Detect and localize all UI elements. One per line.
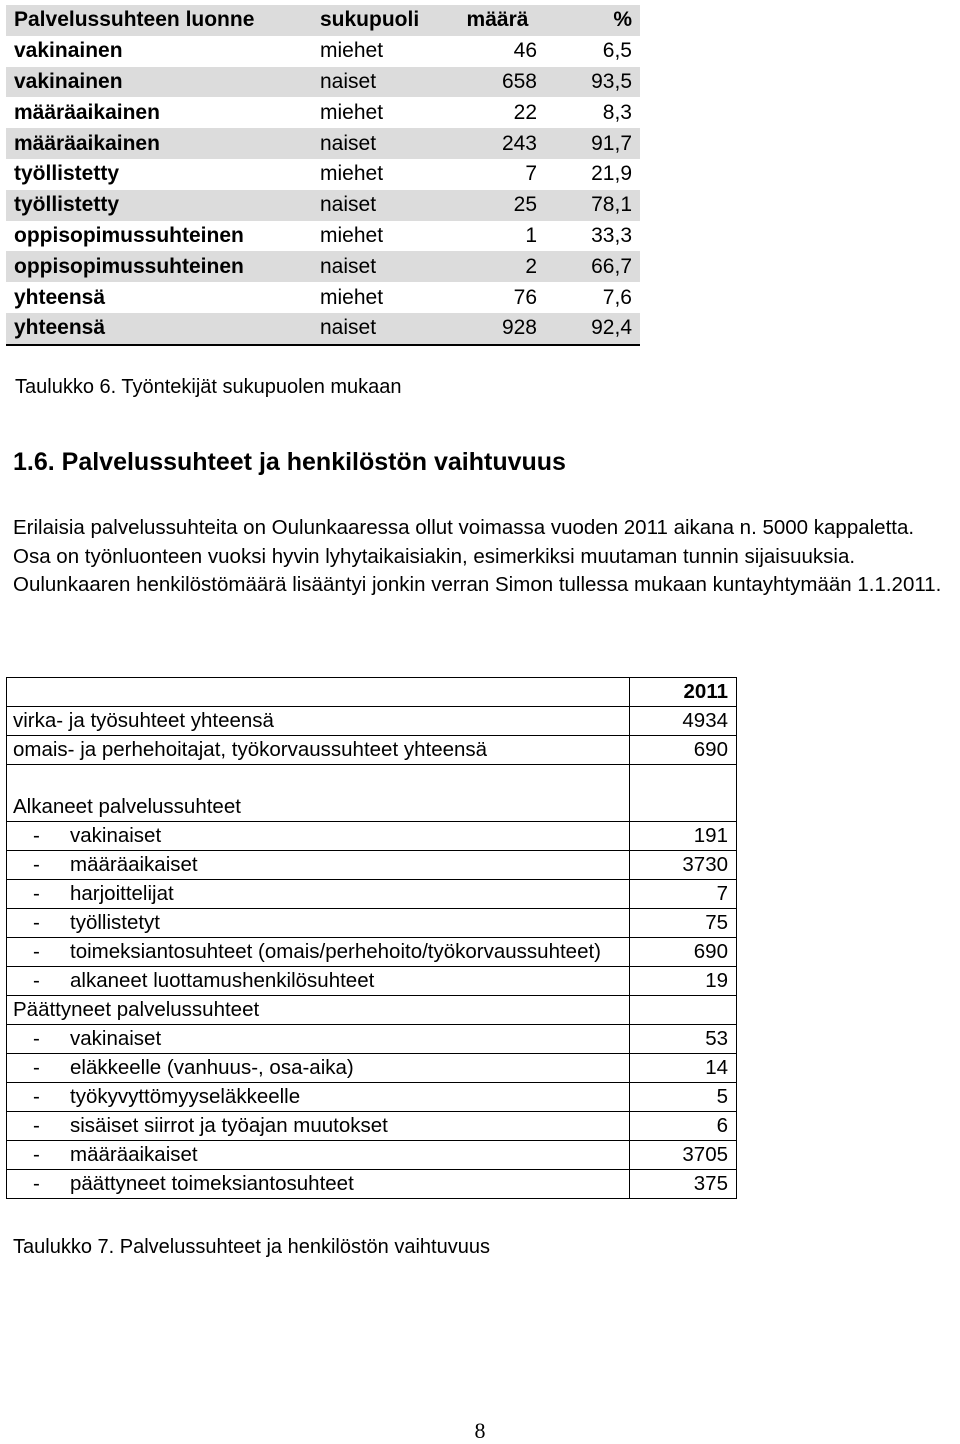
- table-cell: 21,9: [545, 159, 640, 190]
- table-cell: naiset: [312, 67, 450, 98]
- table-cell: 658: [450, 67, 545, 98]
- table-cell: 76: [450, 282, 545, 313]
- row-label: [7, 851, 630, 880]
- table-employees-by-gender: [6, 5, 640, 346]
- list-item-text: sisäiset siirrot ja työajan muutokset: [70, 1114, 388, 1137]
- row-label: Päättyneet palvelussuhteet: [7, 996, 630, 1025]
- row-value: 3705: [630, 1141, 737, 1170]
- row-label: [7, 765, 630, 794]
- list-item-text: määräaikaiset: [70, 1143, 198, 1166]
- row-value: 7: [630, 880, 737, 909]
- table-cell: 22: [450, 97, 545, 128]
- header-row: [7, 678, 737, 707]
- table-row: [7, 1054, 737, 1083]
- row-value: [630, 765, 737, 794]
- row-label: virka- ja työsuhteet yhteensä: [7, 707, 630, 736]
- list-dash: -: [33, 1085, 40, 1108]
- list-dash: -: [33, 1172, 40, 1195]
- group-heading-row: [7, 793, 737, 822]
- table-row: [6, 251, 640, 282]
- header-cell: Palvelussuhteen luonne: [6, 5, 312, 36]
- row-label: [7, 1054, 630, 1083]
- row-value: [630, 793, 737, 822]
- row-label: [7, 1112, 630, 1141]
- list-item-text: alkaneet luottamushenkilösuhteet: [70, 969, 375, 992]
- table-cell: oppisopimussuhteinen: [6, 251, 312, 282]
- list-item-text: työkyvyttömyyseläkkeelle: [70, 1085, 301, 1108]
- row-value: 5: [630, 1083, 737, 1112]
- row-value: 191: [630, 822, 737, 851]
- table-cell: 6,5: [545, 36, 640, 67]
- table-row: [6, 221, 640, 252]
- list-item-text: määräaikaiset: [70, 853, 198, 876]
- table-cell: 66,7: [545, 251, 640, 282]
- header-cell: määrä: [450, 5, 545, 36]
- table-cell: vakinainen: [6, 67, 312, 98]
- row-value: [630, 996, 737, 1025]
- table-cell: miehet: [312, 97, 450, 128]
- row-value: 6: [630, 1112, 737, 1141]
- group-heading-row: [7, 996, 737, 1025]
- list-dash: -: [33, 911, 40, 934]
- page-number: 8: [474, 1418, 486, 1443]
- list-item-text: työllistetyt: [70, 911, 160, 934]
- row-label: [7, 967, 630, 996]
- row-label: [7, 1170, 630, 1199]
- total-row: [7, 707, 737, 736]
- row-label: [7, 1083, 630, 1112]
- table-row: [6, 190, 640, 221]
- table-cell: työllistetty: [6, 190, 312, 221]
- header-cell: %: [545, 5, 640, 36]
- row-value: 690: [630, 736, 737, 765]
- row-label: [7, 678, 630, 707]
- section-paragraph: Erilaisia palvelussuhteita on Oulunkaaressa ollut voimassa vuoden 2011 aikana n. 5000 kappaletta. Osa on työnluonteen vuoksi hyvin lyhytaikaisiakin, esimerkiksi muutaman tunnin sijaisuuksia. Oulunkaaren henkilöstömäärä lisääntyi jonkin verran Simon tullessa mukaan kuntayhtymään 1.1.2011.: [13, 516, 942, 596]
- table-cell: 91,7: [545, 128, 640, 159]
- row-value: 4934: [630, 707, 737, 736]
- table-header-row: [6, 5, 640, 36]
- list-item-text: vakinaiset: [70, 824, 162, 847]
- row-value: 2011: [630, 678, 737, 707]
- table-row: [7, 1170, 737, 1199]
- list-item-text: toimeksiantosuhteet (omais/perhehoito/työkorvaussuhteet): [70, 940, 602, 963]
- table-employment-turnover: [6, 677, 737, 1199]
- table-cell: miehet: [312, 221, 450, 252]
- blank-row: [7, 765, 737, 794]
- table-cell: 25: [450, 190, 545, 221]
- table-cell: yhteensä: [6, 313, 312, 345]
- table-row: [7, 938, 737, 967]
- row-value: 375: [630, 1170, 737, 1199]
- table-cell: 78,1: [545, 190, 640, 221]
- table-cell: vakinainen: [6, 36, 312, 67]
- table-row: [6, 128, 640, 159]
- table-row: [7, 967, 737, 996]
- list-item-text: vakinaiset: [70, 1027, 162, 1050]
- list-dash: -: [33, 882, 40, 905]
- list-dash: -: [33, 1027, 40, 1050]
- table-cell: määräaikainen: [6, 128, 312, 159]
- table-row: [6, 67, 640, 98]
- row-value: 75: [630, 909, 737, 938]
- row-value: 690: [630, 938, 737, 967]
- row-value: 19: [630, 967, 737, 996]
- table-row: [6, 36, 640, 67]
- row-label: [7, 938, 630, 967]
- table-cell: miehet: [312, 36, 450, 67]
- row-label: omais- ja perhehoitajat, työkorvaussuhteet yhteensä: [7, 736, 630, 765]
- table-cell: 7: [450, 159, 545, 190]
- table-row: [6, 159, 640, 190]
- row-value: 14: [630, 1054, 737, 1083]
- table-cell: 2: [450, 251, 545, 282]
- table-cell: naiset: [312, 190, 450, 221]
- list-dash: -: [33, 853, 40, 876]
- table-cell: 1: [450, 221, 545, 252]
- row-label: Alkaneet palvelussuhteet: [7, 793, 630, 822]
- list-dash: -: [33, 1114, 40, 1137]
- table-cell: oppisopimussuhteinen: [6, 221, 312, 252]
- table-cell: 7,6: [545, 282, 640, 313]
- table-cell: työllistetty: [6, 159, 312, 190]
- table-row: [6, 282, 640, 313]
- row-value: 3730: [630, 851, 737, 880]
- list-dash: -: [33, 940, 40, 963]
- table-cell: 92,4: [545, 313, 640, 345]
- table-cell: miehet: [312, 159, 450, 190]
- table-row: [7, 1025, 737, 1054]
- table-cell: naiset: [312, 251, 450, 282]
- table-row: [6, 97, 640, 128]
- table-cell: naiset: [312, 128, 450, 159]
- list-dash: -: [33, 1143, 40, 1166]
- table-cell: 243: [450, 128, 545, 159]
- table-row: [7, 909, 737, 938]
- row-label: [7, 1025, 630, 1054]
- section-heading: 1.6. Palvelussuhteet ja henkilöstön vaihtuvuus: [13, 448, 566, 476]
- row-value: 53: [630, 1025, 737, 1054]
- table-row: [7, 1112, 737, 1141]
- table-cell: määräaikainen: [6, 97, 312, 128]
- table-cell: yhteensä: [6, 282, 312, 313]
- list-item-text: harjoittelijat: [70, 882, 174, 905]
- table-row: [7, 1141, 737, 1170]
- table-cell: 46: [450, 36, 545, 67]
- table-cell: naiset: [312, 313, 450, 345]
- list-dash: -: [33, 1056, 40, 1079]
- table-cell: 33,3: [545, 221, 640, 252]
- row-label: [7, 822, 630, 851]
- list-dash: -: [33, 824, 40, 847]
- row-label: [7, 880, 630, 909]
- table-caption: Taulukko 7. Palvelussuhteet ja henkilöstön vaihtuvuus: [13, 1236, 490, 1258]
- list-item-text: päättyneet toimeksiantosuhteet: [70, 1172, 354, 1195]
- table-row: [7, 822, 737, 851]
- table-row: [7, 1083, 737, 1112]
- table-row: [7, 880, 737, 909]
- table-cell: miehet: [312, 282, 450, 313]
- table-row: [7, 851, 737, 880]
- total-row: [7, 736, 737, 765]
- table-cell: 928: [450, 313, 545, 345]
- list-item-text: eläkkeelle (vanhuus-, osa-aika): [70, 1056, 354, 1079]
- table-caption: Taulukko 6. Työntekijät sukupuolen mukaan: [15, 376, 402, 398]
- list-dash: -: [33, 969, 40, 992]
- table-cell: 8,3: [545, 97, 640, 128]
- header-cell: sukupuoli: [312, 5, 450, 36]
- row-label: [7, 909, 630, 938]
- table-row: [6, 313, 640, 345]
- row-label: [7, 1141, 630, 1170]
- table-cell: 93,5: [545, 67, 640, 98]
